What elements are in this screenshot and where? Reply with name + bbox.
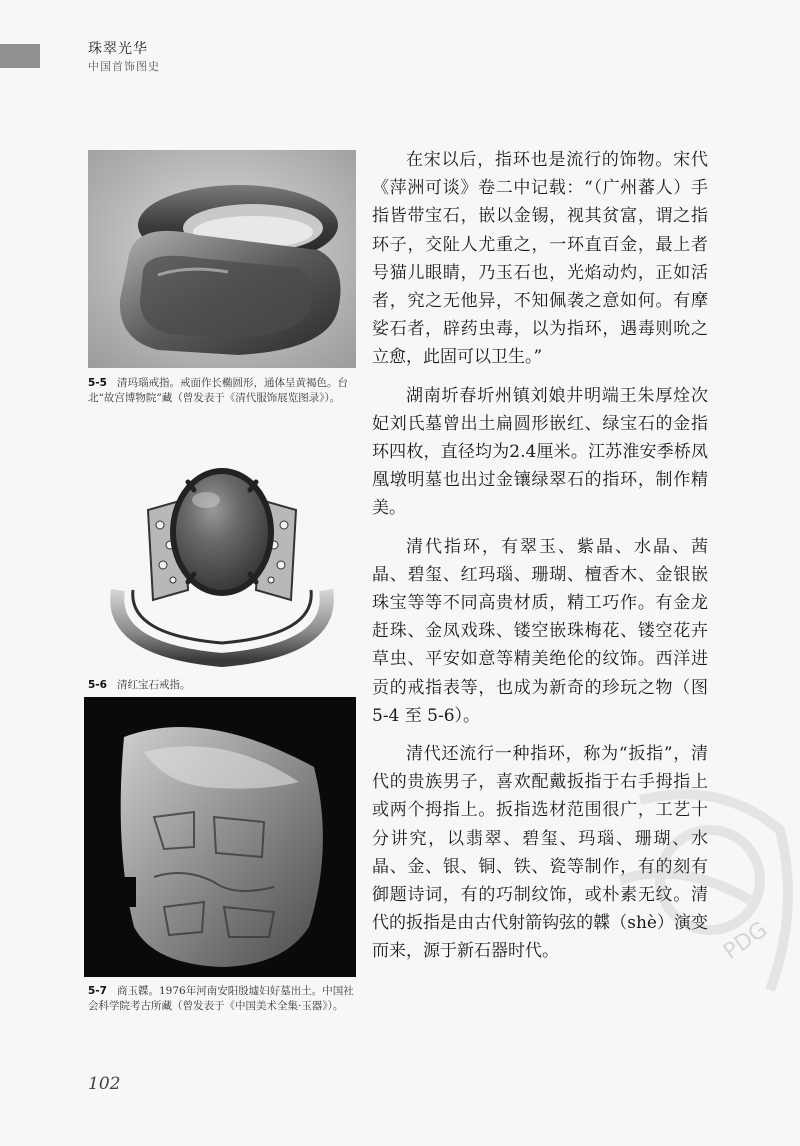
jade-she-illustration <box>84 697 356 977</box>
figure-5-7-caption <box>88 984 360 1014</box>
figure-5-6-caption <box>88 678 356 693</box>
running-header-subtitle: 中国首饰图史 <box>88 60 160 73</box>
paragraph-2: 湖南圻春圻州镇刘娘井明端王朱厚烇次妃刘氏墓曾出土扁圆形嵌红、绿宝石的金指环四枚，直径均为2.4厘米。江苏淮安季桥凤凰墩明墓也出过金镶绿翠石的指环，制作精美。 <box>372 385 708 519</box>
figure-number: 5-6 <box>88 679 107 691</box>
watermark-text: PDG <box>719 917 773 965</box>
figure-5-5-caption <box>88 376 356 406</box>
figure-number: 5-5 <box>88 377 107 389</box>
header-tab-marker <box>0 44 40 68</box>
figure-number: 5-7 <box>88 985 107 997</box>
figure-5-5-agate-ring-photo <box>88 150 356 368</box>
main-body-text <box>372 146 708 976</box>
paragraph-1: 在宋以后，指环也是流行的饰物。宋代《萍洲可谈》卷二中记载：“（广州蕃人）手指皆带宝石，嵌以金锡，视其贫富，谓之指环子，交阯人尤重之，一环直百金，最上者号猫儿眼睛，乃玉石也，光焰动灼，正如活者，究之无他异，不知佩袭之意如何。有摩娑石者，辟药虫毒，以为指环，遇毒则吮之立愈，此固可以卫生。” <box>372 150 708 368</box>
paragraph-4: 清代还流行一种指环，称为“扳指”，清代的贵族男子，喜欢配戴扳指于右手拇指上或两个拇指上。扳指选材范围很广，工艺十分讲究，以翡翠、碧玺、玛瑙、珊瑚、水晶、金、银、铜、铁、瓷等制作，有的刻有御题诗词，有的巧制纹饰，或朴素无纹。清代的扳指是由古代射箭钩弦的韘（shè）演变而来，源于新石器时代。 <box>372 744 708 962</box>
figure-caption-text: 商玉韘。1976年河南安阳殷墟妇好墓出土。中国社会科学院考古所藏（曾发表于《中国美术全集·玉器》）。 <box>88 985 354 1012</box>
figure-5-6-ruby-ring-photo <box>88 440 356 672</box>
figure-caption-text: 清红宝石戒指。 <box>116 679 191 691</box>
ruby-ring-illustration <box>88 440 356 672</box>
figure-caption-text: 清玛瑙戒指。戒面作长椭圆形，通体呈黄褐色。台北“故宫博物院”藏（曾发表于《清代服饰展览图录》）。 <box>88 377 348 404</box>
paragraph-3: 清代指环，有翠玉、紫晶、水晶、茜晶、碧玺、红玛瑙、珊瑚、檀香木、金银嵌珠宝等等不同高贵材质，精工巧作。有金龙赶珠、金凤戏珠、镂空嵌珠梅花、镂空花卉草虫、平安如意等精美绝伦的纹饰。西洋进贡的戒指表等，也成为新奇的珍玩之物（图 5-4 至 5-6）。 <box>372 536 708 726</box>
page-number: 102 <box>88 1074 121 1094</box>
running-header-title: 珠翠光华 <box>88 41 148 57</box>
agate-ring-illustration <box>88 150 356 368</box>
figure-5-7-jade-she-photo <box>84 697 356 977</box>
